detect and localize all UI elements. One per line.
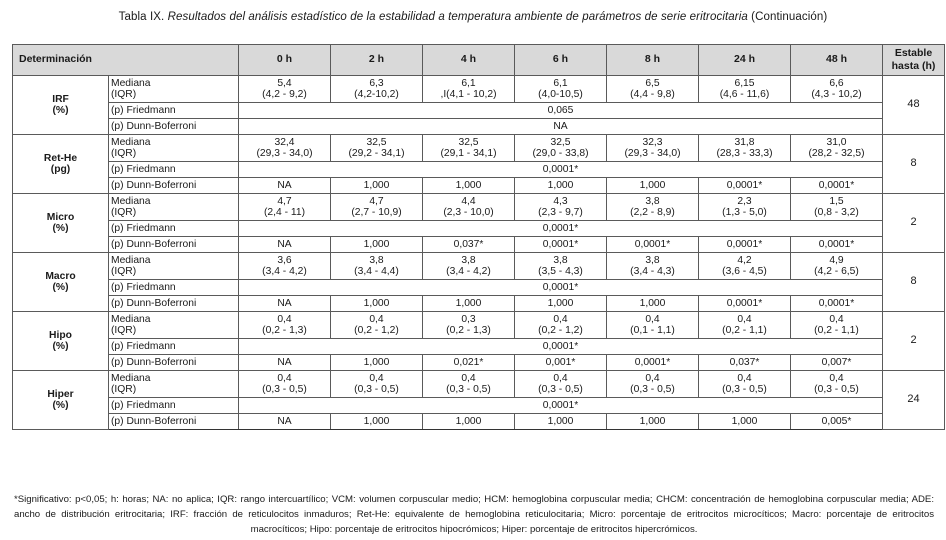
iqr-value: (2,2 - 8,9)	[630, 207, 675, 218]
determination-name: Hiper	[47, 388, 74, 400]
table-row	[13, 119, 945, 135]
value-cell	[791, 312, 883, 339]
iqr-value: (4,4 - 9,8)	[630, 89, 675, 100]
value-cell	[699, 76, 791, 103]
iqr-value: (0,3 - 0,5)	[538, 384, 583, 395]
iqr-value: (0,1 - 1,1)	[630, 325, 675, 336]
value-cell	[607, 76, 699, 103]
dunn-value: 1,000	[331, 414, 423, 430]
value-cell	[515, 194, 607, 221]
iqr-value: (4,3 - 10,2)	[811, 89, 862, 100]
header-estable-line1: Estable	[894, 47, 933, 59]
mediana-value: 0,4	[829, 372, 844, 384]
iqr-value: (4,6 - 11,6)	[719, 89, 770, 100]
iqr-value: (2,7 - 10,9)	[351, 207, 402, 218]
iqr-value: (3,4 - 4,2)	[446, 266, 491, 277]
determination-cell	[13, 371, 109, 430]
table-row	[13, 253, 945, 280]
value-cell	[423, 371, 515, 398]
value-cell	[239, 253, 331, 280]
dunn-value: 0,005*	[791, 414, 883, 430]
mediana-value: 31,0	[826, 136, 847, 148]
value-cell	[791, 76, 883, 103]
dunn-value: 1,000	[515, 414, 607, 430]
dunn-value: 1,000	[607, 414, 699, 430]
value-cell	[515, 76, 607, 103]
mediana-value: 4,4	[461, 195, 476, 207]
row-label	[109, 253, 239, 280]
table-row	[13, 76, 945, 103]
mediana-value: 32,5	[550, 136, 571, 148]
stable-hours: 2	[883, 194, 945, 253]
value-cell	[699, 371, 791, 398]
iqr-label: (IQR)	[111, 207, 137, 218]
dunn-value: 1,000	[331, 296, 423, 312]
value-cell	[791, 135, 883, 162]
friedman-value: 0,0001*	[239, 398, 883, 414]
iqr-value: (3,4 - 4,3)	[630, 266, 675, 277]
table-title	[0, 11, 946, 23]
mediana-value: 0,4	[645, 313, 660, 325]
value-cell	[331, 371, 423, 398]
value-cell	[515, 253, 607, 280]
value-cell	[607, 371, 699, 398]
iqr-value: (0,3 - 0,5)	[262, 384, 307, 395]
table-row	[13, 355, 945, 371]
iqr-value: (3,5 - 4,3)	[538, 266, 583, 277]
mediana-value: 6,3	[369, 77, 384, 89]
iqr-label: (IQR)	[111, 325, 137, 336]
mediana-value: 3,6	[277, 254, 292, 266]
mediana-value: 0,4	[737, 372, 752, 384]
dunn-label: (p) Dunn-Boferroni	[109, 178, 239, 194]
mediana-value: 0,4	[553, 372, 568, 384]
determination-name: Micro	[46, 211, 75, 223]
value-cell	[331, 135, 423, 162]
table-row	[13, 312, 945, 339]
mediana-value: 4,2	[737, 254, 752, 266]
dunn-value: NA	[239, 355, 331, 371]
value-cell	[331, 194, 423, 221]
mediana-value: 5,4	[277, 77, 292, 89]
dunn-value: 0,0001*	[699, 178, 791, 194]
value-cell	[699, 253, 791, 280]
row-label	[109, 194, 239, 221]
value-cell	[791, 253, 883, 280]
friedman-label: (p) Friedmann	[109, 103, 239, 119]
determination-unit: (%)	[52, 282, 69, 293]
iqr-value: (0,3 - 0,5)	[446, 384, 491, 395]
mediana-value: 32,4	[274, 136, 295, 148]
dunn-value: 1,000	[331, 355, 423, 371]
iqr-value: (29,3 - 34,0)	[256, 148, 313, 159]
mediana-value: 4,7	[277, 195, 292, 207]
mediana-value: 0,3	[461, 313, 476, 325]
value-cell	[699, 135, 791, 162]
header-estable	[883, 45, 945, 76]
dunn-value: 0,0001*	[791, 296, 883, 312]
determination-name: Ret-He	[43, 152, 78, 164]
dunn-value: NA	[239, 119, 883, 135]
table-row	[13, 194, 945, 221]
iqr-value: (2,4 - 11)	[263, 207, 305, 218]
friedman-value: 0,0001*	[239, 339, 883, 355]
mediana-value: 4,9	[829, 254, 844, 266]
mediana-value: 32,5	[366, 136, 387, 148]
mediana-value: 2,3	[737, 195, 752, 207]
dunn-value: 1,000	[607, 178, 699, 194]
table-row	[13, 398, 945, 414]
mediana-value: 32,3	[642, 136, 663, 148]
iqr-value: (29,1 - 34,1)	[440, 148, 497, 159]
mediana-value: 1,5	[829, 195, 844, 207]
mediana-value: 6,5	[645, 77, 660, 89]
value-cell	[607, 312, 699, 339]
friedman-label: (p) Friedmann	[109, 162, 239, 178]
friedman-label: (p) Friedmann	[109, 280, 239, 296]
header-time: 0 h	[239, 45, 331, 76]
value-cell	[239, 135, 331, 162]
mediana-value: 6,15	[734, 77, 755, 89]
mediana-value: 0,4	[829, 313, 844, 325]
iqr-value: (0,3 - 0,5)	[630, 384, 675, 395]
mediana-value: 6,1	[461, 77, 476, 89]
mediana-value: 0,4	[737, 313, 752, 325]
mediana-label: Mediana	[111, 372, 151, 384]
value-cell	[331, 76, 423, 103]
iqr-value: (3,6 - 4,5)	[722, 266, 767, 277]
value-cell	[791, 371, 883, 398]
iqr-value: (28,3 - 33,3)	[716, 148, 773, 159]
mediana-value: 6,1	[553, 77, 568, 89]
dunn-label: (p) Dunn-Boferroni	[109, 237, 239, 253]
stable-hours: 8	[883, 135, 945, 194]
determination-unit: (%)	[52, 223, 69, 234]
dunn-label: (p) Dunn-Boferroni	[109, 414, 239, 430]
iqr-value: (1,3 - 5,0)	[722, 207, 767, 218]
dunn-value: 1,000	[331, 178, 423, 194]
dunn-value: NA	[239, 414, 331, 430]
determination-name: IRF	[52, 93, 69, 105]
mediana-label: Mediana	[111, 254, 151, 266]
mediana-value: 3,8	[461, 254, 476, 266]
iqr-value: (29,3 - 34,0)	[624, 148, 681, 159]
dunn-value: 0,021*	[423, 355, 515, 371]
mediana-value: 4,3	[553, 195, 568, 207]
row-label	[109, 312, 239, 339]
value-cell	[791, 194, 883, 221]
iqr-value: (0,2 - 1,3)	[262, 325, 307, 336]
table-row	[13, 339, 945, 355]
dunn-value: NA	[239, 178, 331, 194]
dunn-value: 0,0001*	[699, 237, 791, 253]
value-cell	[423, 194, 515, 221]
iqr-label: (IQR)	[111, 148, 137, 159]
value-cell	[515, 312, 607, 339]
friedman-value: 0,065	[239, 103, 883, 119]
header-time: 4 h	[423, 45, 515, 76]
iqr-value: (28,2 - 32,5)	[808, 148, 865, 159]
iqr-label: (IQR)	[111, 89, 137, 100]
friedman-value: 0,0001*	[239, 221, 883, 237]
friedman-label: (p) Friedmann	[109, 339, 239, 355]
determination-cell	[13, 253, 109, 312]
determination-cell	[13, 312, 109, 371]
stable-hours: 48	[883, 76, 945, 135]
table-row	[13, 221, 945, 237]
iqr-value: ,I(4,1 - 10,2)	[440, 89, 497, 100]
row-label	[109, 76, 239, 103]
value-cell	[607, 253, 699, 280]
row-label	[109, 135, 239, 162]
header-time: 8 h	[607, 45, 699, 76]
value-cell	[607, 135, 699, 162]
iqr-value: (29,0 - 33,8)	[532, 148, 589, 159]
mediana-label: Mediana	[111, 195, 151, 207]
dunn-value: 1,000	[423, 296, 515, 312]
iqr-value: (4,0-10,5)	[538, 89, 583, 100]
header-time: 6 h	[515, 45, 607, 76]
mediana-value: 0,4	[277, 313, 292, 325]
value-cell	[515, 371, 607, 398]
table-row	[13, 103, 945, 119]
dunn-value: 0,001*	[515, 355, 607, 371]
mediana-value: 31,8	[734, 136, 755, 148]
iqr-value: (0,2 - 1,3)	[446, 325, 491, 336]
title-prefix: Tabla IX.	[118, 11, 168, 23]
dunn-label: (p) Dunn-Boferroni	[109, 296, 239, 312]
dunn-value: 1,000	[515, 296, 607, 312]
table-row	[13, 371, 945, 398]
determination-unit: (%)	[52, 341, 69, 352]
dunn-value: 0,007*	[791, 355, 883, 371]
determination-unit: (%)	[52, 400, 69, 411]
friedman-label: (p) Friedmann	[109, 398, 239, 414]
determination-cell	[13, 76, 109, 135]
dunn-value: 0,0001*	[607, 355, 699, 371]
dunn-value: 1,000	[607, 296, 699, 312]
iqr-value: (29,2 - 34,1)	[348, 148, 405, 159]
iqr-value: (2,3 - 9,7)	[538, 207, 583, 218]
header-time: 48 h	[791, 45, 883, 76]
mediana-value: 0,4	[369, 313, 384, 325]
iqr-value: (0,3 - 0,5)	[354, 384, 399, 395]
value-cell	[699, 312, 791, 339]
table-row	[13, 162, 945, 178]
iqr-value: (0,2 - 1,1)	[814, 325, 859, 336]
header-estable-line2: hasta (h)	[891, 60, 936, 72]
dunn-value: 1,000	[423, 178, 515, 194]
header-determinacion: Determinación	[13, 45, 239, 76]
iqr-value: (3,4 - 4,4)	[354, 266, 399, 277]
mediana-value: 3,8	[645, 195, 660, 207]
row-label	[109, 371, 239, 398]
dunn-value: 0,0001*	[791, 237, 883, 253]
dunn-value: NA	[239, 296, 331, 312]
mediana-value: 32,5	[458, 136, 479, 148]
iqr-value: (0,2 - 1,2)	[354, 325, 399, 336]
value-cell	[515, 135, 607, 162]
mediana-value: 3,8	[369, 254, 384, 266]
value-cell	[239, 312, 331, 339]
title-italic: Resultados del análisis estadístico de la estabilidad a temperatura ambiente de parámetros de serie eritrocitaria	[167, 11, 748, 23]
dunn-value: 0,037*	[423, 237, 515, 253]
mediana-label: Mediana	[111, 136, 151, 148]
iqr-value: (4,2 - 6,5)	[814, 266, 859, 277]
dunn-value: 1,000	[331, 237, 423, 253]
value-cell	[423, 135, 515, 162]
mediana-value: 6,6	[829, 77, 844, 89]
iqr-value: (0,3 - 0,5)	[722, 384, 767, 395]
table-row	[13, 296, 945, 312]
value-cell	[607, 194, 699, 221]
determination-name: Macro	[45, 270, 76, 282]
mediana-value: 3,8	[553, 254, 568, 266]
friedman-value: 0,0001*	[239, 280, 883, 296]
mediana-value: 0,4	[277, 372, 292, 384]
friedman-label: (p) Friedmann	[109, 221, 239, 237]
dunn-value: 0,0001*	[699, 296, 791, 312]
iqr-value: (0,2 - 1,1)	[722, 325, 767, 336]
dunn-value: 0,0001*	[607, 237, 699, 253]
dunn-value: 0,0001*	[515, 237, 607, 253]
table-row	[13, 135, 945, 162]
iqr-label: (IQR)	[111, 266, 137, 277]
iqr-value: (3,4 - 4,2)	[262, 266, 307, 277]
table-row	[13, 178, 945, 194]
dunn-value: 1,000	[699, 414, 791, 430]
value-cell	[699, 194, 791, 221]
determination-unit: (pg)	[50, 164, 71, 175]
iqr-value: (4,2-10,2)	[354, 89, 399, 100]
title-suffix: (Continuación)	[747, 11, 828, 23]
stable-hours: 8	[883, 253, 945, 312]
value-cell	[239, 371, 331, 398]
iqr-value: (2,3 - 10,0)	[443, 207, 494, 218]
dunn-value: 0,037*	[699, 355, 791, 371]
value-cell	[423, 253, 515, 280]
header-time: 24 h	[699, 45, 791, 76]
value-cell	[331, 312, 423, 339]
dunn-value: NA	[239, 237, 331, 253]
mediana-value: 0,4	[369, 372, 384, 384]
value-cell	[239, 76, 331, 103]
dunn-label: (p) Dunn-Boferroni	[109, 355, 239, 371]
value-cell	[239, 194, 331, 221]
dunn-value: 1,000	[423, 414, 515, 430]
determination-name: Hipo	[49, 329, 72, 341]
dunn-value: 0,0001*	[791, 178, 883, 194]
value-cell	[331, 253, 423, 280]
determination-unit: (%)	[52, 105, 69, 116]
iqr-value: (4,2 - 9,2)	[262, 89, 307, 100]
mediana-label: Mediana	[111, 313, 151, 325]
friedman-value: 0,0001*	[239, 162, 883, 178]
mediana-label: Mediana	[111, 77, 151, 89]
dunn-value: 1,000	[515, 178, 607, 194]
mediana-value: 0,4	[553, 313, 568, 325]
mediana-value: 3,8	[645, 254, 660, 266]
iqr-value: (0,2 - 1,2)	[538, 325, 583, 336]
mediana-value: 0,4	[461, 372, 476, 384]
mediana-value: 0,4	[645, 372, 660, 384]
results-table	[12, 44, 945, 430]
footnote: *Significativo: p<0,05; h: horas; NA: no aplica; IQR: rango intercuartílico; VCM: volumen corpuscular medio; HCM: hemoglobina corpuscular media; CHCM: concentración de hemoglobina corpuscular media; ADE: ancho de distribución eritrocitaria; IRF: fracción de reticulocitos inmaduros; Ret-He: equivalente de hemoglobina reticulocitaria; Micro: porcentaje de eritrocitos microcíticos; Macro: porcentaje de eritrocitos macrocíticos; Hipo: porcentaje de eritrocitos hipocrómicos; Hiper: porcentaje de eritrocitos hipercrómicos.	[14, 494, 934, 536]
stable-hours: 2	[883, 312, 945, 371]
iqr-label: (IQR)	[111, 384, 137, 395]
dunn-label: (p) Dunn-Boferroni	[109, 119, 239, 135]
stable-hours: 24	[883, 371, 945, 430]
header-time: 2 h	[331, 45, 423, 76]
determination-cell	[13, 135, 109, 194]
table-row	[13, 280, 945, 296]
header-row	[13, 45, 945, 76]
table-row	[13, 414, 945, 430]
mediana-value: 4,7	[369, 195, 384, 207]
iqr-value: (0,3 - 0,5)	[814, 384, 859, 395]
iqr-value: (0,8 - 3,2)	[814, 207, 859, 218]
value-cell	[423, 312, 515, 339]
table-row	[13, 237, 945, 253]
determination-cell	[13, 194, 109, 253]
value-cell	[423, 76, 515, 103]
